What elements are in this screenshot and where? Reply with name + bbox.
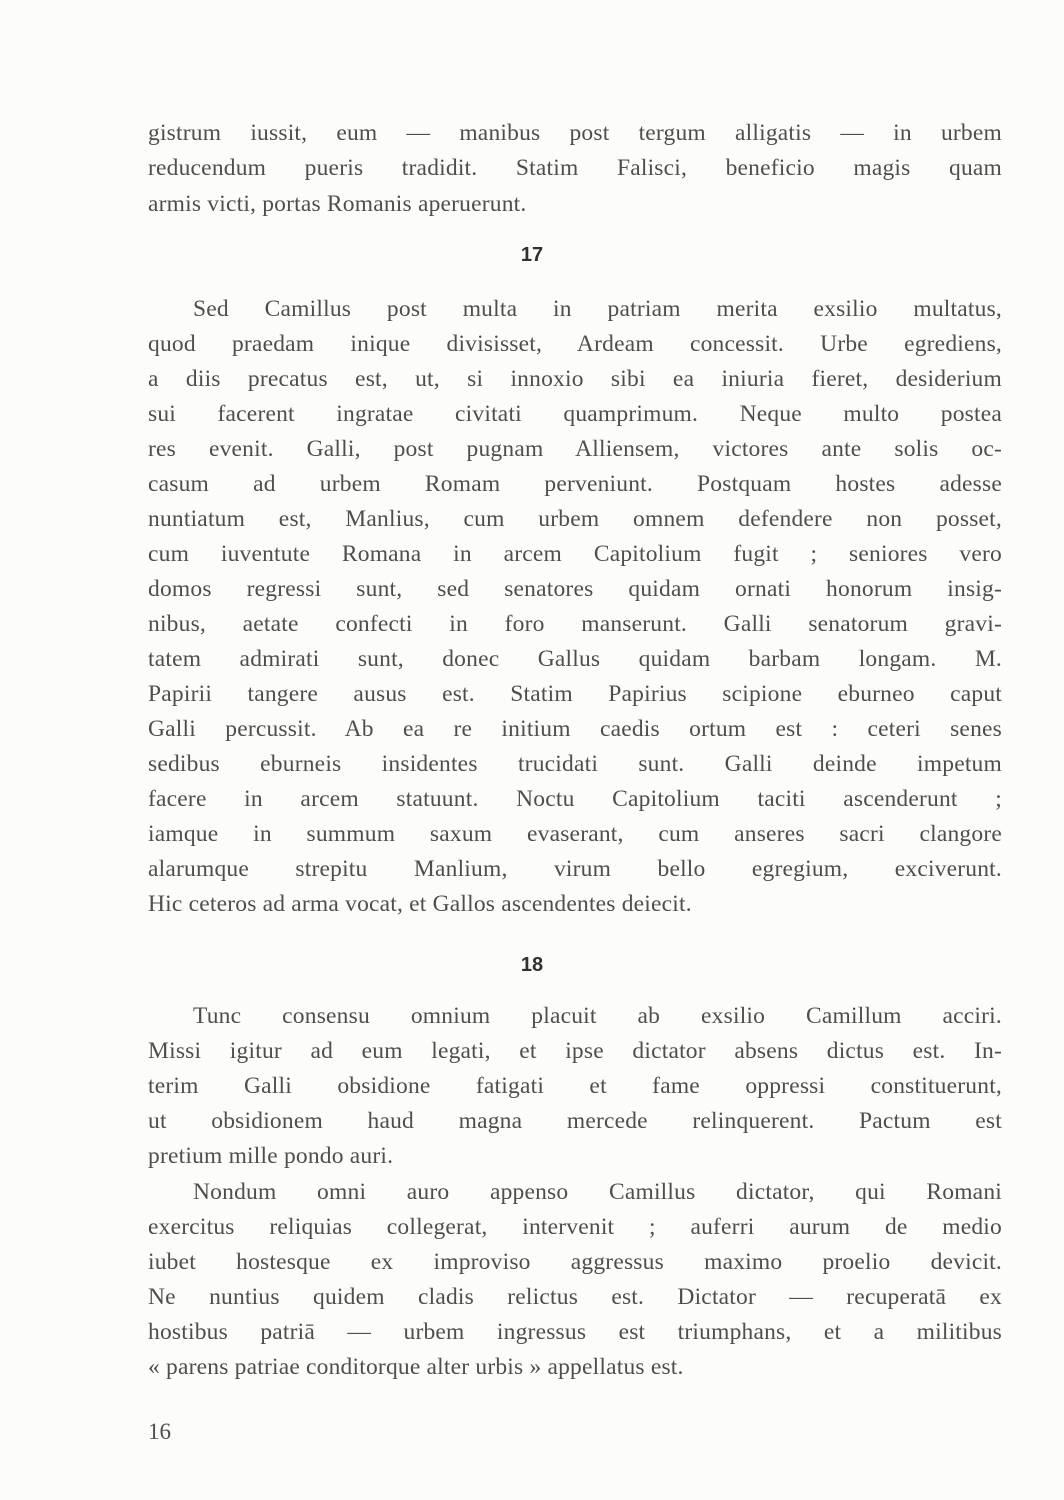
text-line: facere in arcem statuunt. Noctu Capitolium taciti ascenderunt ;	[148, 786, 1002, 812]
text-line: tatem admirati sunt, donec Gallus quidam barbam longam. M.	[148, 646, 1002, 672]
text-line: reducendum pueris tradidit. Statim Falisci, beneficio magis quam	[148, 155, 1002, 181]
text-line: sui facerent ingratae civitati quamprimum. Neque multo postea	[148, 401, 1002, 427]
text-line: ut obsidionem haud magna mercede relinquerent. Pactum est	[148, 1108, 1002, 1134]
text-line: gistrum iussit, eum — manibus post tergum alligatis — in urbem	[148, 120, 1002, 146]
text-line: alarumque strepitu Manlium, virum bello egregium, exciverunt.	[148, 856, 1002, 882]
text-line: casum ad urbem Romam perveniunt. Postquam hostes adesse	[148, 471, 1002, 497]
text-line: Nondum omni auro appenso Camillus dictator, qui Romani	[193, 1179, 1002, 1205]
text-line: terim Galli obsidione fatigati et fame oppressi constituerunt,	[148, 1073, 1002, 1099]
text-line: Tunc consensu omnium placuit ab exsilio Camillum acciri.	[193, 1003, 1002, 1029]
text-line: sedibus eburneis insidentes trucidati sunt. Galli deinde impetum	[148, 751, 1002, 777]
text-line: cum iuventute Romana in arcem Capitolium fugit ; seniores vero	[148, 541, 1002, 567]
text-line: Papirii tangere ausus est. Statim Papirius scipione eburneo caput	[148, 681, 1002, 707]
text-line: quod praedam inique divisisset, Ardeam concessit. Urbe egrediens,	[148, 331, 1002, 357]
text-line: Sed Camillus post multa in patriam merita exsilio multatus,	[193, 296, 1002, 322]
text-line: Galli percussit. Ab ea re initium caedis ortum est : ceteri senes	[148, 716, 1002, 742]
text-line: nibus, aetate confecti in foro manserunt. Galli senatorum gravi-	[148, 611, 1002, 637]
text-line: res evenit. Galli, post pugnam Alliensem, victores ante solis oc-	[148, 436, 1002, 462]
text-line: iamque in summum saxum evaserant, cum anseres sacri clangore	[148, 821, 1002, 847]
text-line: armis victi, portas Romanis aperuerunt.	[148, 191, 527, 217]
text-line: exercitus reliquias collegerat, intervenit ; auferri aurum de medio	[148, 1214, 1002, 1240]
text-line: Missi igitur ad eum legati, et ipse dictator absens dictus est. In-	[148, 1038, 1002, 1064]
text-line: « parens patriae conditorque alter urbis » appellatus est.	[148, 1354, 684, 1380]
section-heading-17: 17	[520, 244, 544, 266]
section-heading-18: 18	[520, 954, 544, 976]
text-line: a diis precatus est, ut, si innoxio sibi ea iniuria fieret, desiderium	[148, 366, 1002, 392]
text-line: hostibus patriā — urbem ingressus est triumphans, et a militibus	[148, 1319, 1002, 1345]
text-line: Hic ceteros ad arma vocat, et Gallos ascendentes deiecit.	[148, 891, 692, 917]
text-line: Ne nuntius quidem cladis relictus est. Dictator — recuperatā ex	[148, 1284, 1002, 1310]
text-line: domos regressi sunt, sed senatores quidam ornati honorum insig-	[148, 576, 1002, 602]
text-line: pretium mille pondo auri.	[148, 1143, 394, 1169]
page-number: 16	[148, 1419, 171, 1444]
text-line: iubet hostesque ex improviso aggressus maximo proelio devicit.	[148, 1249, 1002, 1275]
text-line: nuntiatum est, Manlius, cum urbem omnem defendere non posset,	[148, 506, 1002, 532]
